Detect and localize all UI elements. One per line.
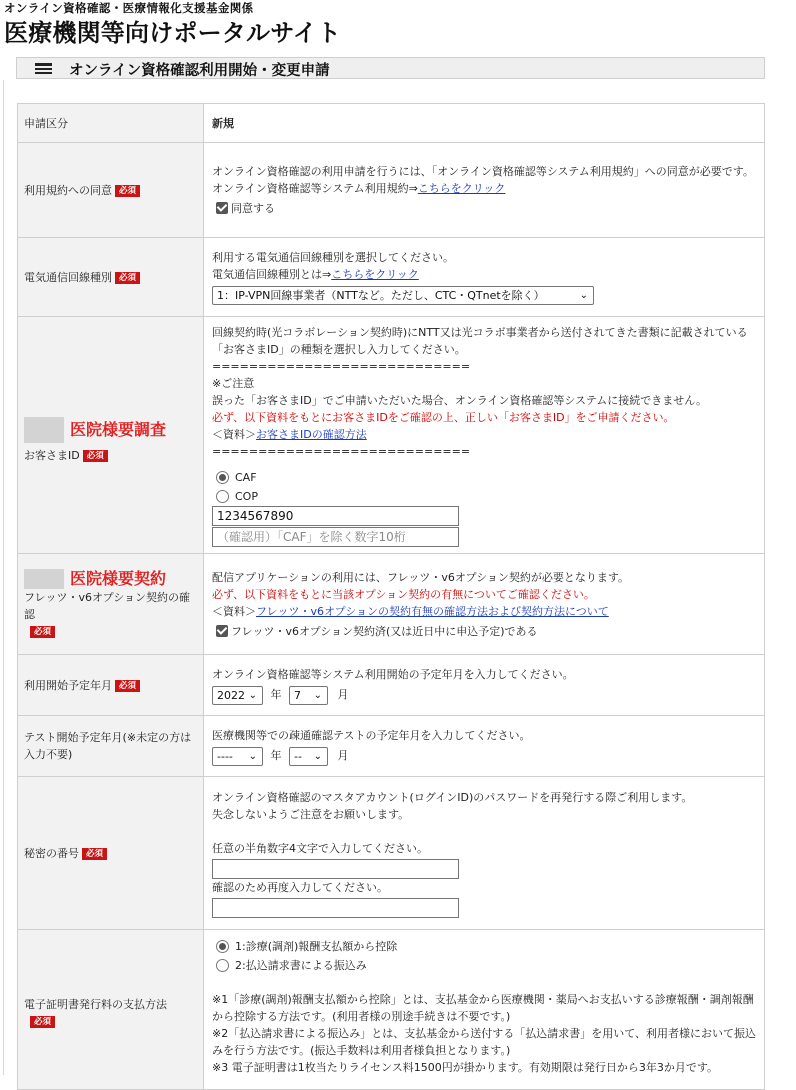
- payment-radio-deduct-label[interactable]: 1:診療(調剤)報酬支払額から控除: [235, 940, 398, 953]
- required-badge: 必須: [82, 848, 107, 860]
- note-text: 誤った「お客さまID」でご申請いただいた場合、オンライン資格確認等システムに接続できません。: [212, 393, 707, 407]
- note-title: ※ご注意: [212, 376, 255, 390]
- cop-radio[interactable]: [216, 490, 229, 503]
- row-application-type: [18, 104, 765, 143]
- row-line-type: [18, 238, 765, 317]
- customer-id-cell: [204, 317, 765, 554]
- payment-radio-transfer[interactable]: [216, 959, 229, 972]
- test-date-cell: [204, 716, 765, 777]
- payment-note-2: ※2「払込請求書による振込み」とは、支払基金から送付する「払込請求書」を用いて、利用者様において振込みを行う方法です。(振込手数料は利用者様負担となります。): [212, 1027, 756, 1057]
- row-start-date: [18, 655, 765, 716]
- secret-text-1: オンライン資格確認のマスタアカウント(ログインID)のパスワードを再発行する際ご利用します。: [212, 790, 693, 804]
- test-year-value: ----: [217, 749, 233, 763]
- ref-prefix: ＜資料＞: [212, 427, 256, 441]
- customer-id-label-cell: [18, 317, 204, 554]
- line-type-text: 利用する電気通信回線種別を選択してください。: [212, 251, 454, 264]
- list-icon: [35, 63, 52, 75]
- flets-text: 配信アプリケーションの利用には、フレッツ・v6オプション契約が必要となります。: [212, 570, 629, 584]
- start-month-value: 7: [294, 688, 301, 702]
- flets-ref-link[interactable]: フレッツ・v6オプションの契約有無の確認方法および契約方法について: [256, 604, 609, 618]
- flets-label-cell: [18, 554, 204, 655]
- line-type-select[interactable]: [212, 286, 594, 305]
- required-badge: 必須: [30, 626, 55, 638]
- flets-red-text: 必ず、以下資料をもとに当該オプション契約の有無についてご確認ください。: [212, 587, 595, 601]
- test-month-select[interactable]: [289, 747, 328, 766]
- row-payment: [18, 930, 765, 1090]
- line-type-label-cell: [18, 238, 204, 317]
- application-form: [17, 103, 765, 1090]
- customer-id-confirm-input[interactable]: （確認用）「CAF」を除く数字10桁: [212, 527, 459, 547]
- payment-label: 電子証明書発行料の支払方法: [24, 998, 167, 1011]
- line-type-link-prefix: 電気通信回線種別とは⇒: [212, 268, 332, 281]
- customer-id-ref-link[interactable]: お客さまIDの確認方法: [256, 427, 367, 441]
- secret-input[interactable]: [212, 859, 459, 879]
- chevron-down-icon: ⌄: [248, 750, 257, 762]
- row-terms: [18, 143, 765, 238]
- required-badge: 必須: [115, 185, 140, 197]
- agree-checkbox[interactable]: [216, 202, 228, 214]
- flets-cell: [204, 554, 765, 655]
- flets-checkbox[interactable]: [216, 625, 228, 637]
- divider-bottom: ============================: [212, 444, 471, 458]
- start-year-value: 2022: [217, 688, 245, 702]
- caf-radio[interactable]: [216, 471, 229, 484]
- chevron-down-icon: ⌄: [313, 689, 322, 701]
- month-unit: 月: [337, 749, 349, 762]
- spacer: [212, 823, 756, 840]
- terms-text: オンライン資格確認の利用申請を行うには、「オンライン資格確認等システム利用規約」への同意が必要です。: [212, 165, 754, 178]
- application-type-value: 新規: [204, 104, 765, 143]
- page-title: オンライン資格確認利用開始・変更申請: [69, 63, 330, 79]
- customer-id-text: 回線契約時(光コラボレーション契約時)にNTT又は光コラボ事業者から送付されてきた書類に記載されている「お客さまID」の種類を選択し入力してください。: [212, 325, 748, 356]
- required-badge: 必須: [115, 680, 140, 692]
- start-date-label-cell: [18, 655, 204, 716]
- redaction-box: [24, 417, 64, 443]
- secret-text-4: 確認のため再度入力してください。: [212, 880, 388, 894]
- customer-id-input[interactable]: 1234567890: [212, 506, 459, 526]
- chevron-down-icon: ⌄: [579, 290, 588, 301]
- terms-label-cell: [18, 143, 204, 238]
- flets-checkbox-label[interactable]: フレッツ・v6オプション契約済(又は近日中に申込予定)である: [231, 624, 538, 638]
- line-type-label: 電気通信回線種別: [24, 270, 112, 284]
- row-customer-id: [18, 317, 765, 554]
- row-test-date: [18, 716, 765, 777]
- terms-cell: [204, 143, 765, 238]
- start-date-label: 利用開始予定年月: [24, 678, 112, 692]
- page-title-bar: [16, 57, 765, 79]
- ref-prefix: ＜資料＞: [212, 604, 256, 618]
- required-badge: 必須: [115, 272, 140, 284]
- row-secret-number: [18, 777, 765, 930]
- survey-tag: 医院様要調査: [70, 420, 167, 439]
- test-date-text: 医療機関等での疎通確認テストの予定年月を入力してください。: [212, 728, 531, 742]
- secret-label: 秘密の番号: [24, 846, 79, 860]
- chevron-down-icon: ⌄: [313, 750, 322, 762]
- required-badge: 必須: [30, 1016, 55, 1028]
- chevron-down-icon: ⌄: [248, 689, 257, 701]
- test-month-value: --: [294, 749, 302, 763]
- payment-cell: [204, 930, 765, 1090]
- secret-confirm-input[interactable]: [212, 898, 459, 918]
- line-type-select-value: 1：IP-VPN回線事業者（NTTなど。ただし、CTC・QTnetを除く）: [217, 289, 545, 302]
- start-year-select[interactable]: [212, 686, 263, 705]
- secret-text-2: 失念しないようご注意をお願いします。: [212, 807, 410, 821]
- secret-cell: [204, 777, 765, 930]
- redaction-box: [24, 569, 64, 589]
- month-unit: 月: [337, 688, 349, 701]
- application-type-label: 申請区分: [18, 104, 204, 143]
- note-red: 必ず、以下資料をもとにお客さまIDをご確認の上、正しい「お客さまID」をご申請ください。: [212, 410, 675, 424]
- left-divider: [3, 80, 4, 1075]
- row-flets: [18, 554, 765, 655]
- line-type-cell: [204, 238, 765, 317]
- payment-radio-deduct[interactable]: [216, 940, 229, 953]
- payment-radio-transfer-label[interactable]: 2:払込請求書による振込み: [235, 959, 367, 972]
- survey-tag: 医院様要契約: [70, 569, 167, 588]
- agree-label[interactable]: 同意する: [231, 202, 275, 215]
- year-unit: 年: [270, 749, 282, 762]
- payment-note-3: ※3 電子証明書は1枚当たりライセンス料1500円が掛かります。有効期限は発行日から3年3か月です。: [212, 1061, 718, 1074]
- terms-link[interactable]: こちらをクリック: [417, 182, 506, 195]
- line-type-link[interactable]: こちらをクリック: [331, 268, 419, 281]
- divider-top: ============================: [212, 359, 471, 373]
- flets-label: フレッツ・v6オプション契約の確認: [24, 590, 190, 621]
- site-subtitle: オンライン資格確認・医療情報化支援基金関係: [4, 1, 254, 15]
- cop-label[interactable]: COP: [235, 489, 258, 503]
- secret-text-3: 任意の半角数字4文字で入力してください。: [212, 841, 428, 855]
- site-title[interactable]: 医療機関等向けポータルサイト: [4, 19, 342, 47]
- start-date-text: オンライン資格確認等システム利用開始の予定年月を入力してください。: [212, 667, 574, 681]
- start-date-cell: [204, 655, 765, 716]
- payment-note-1: ※1「診療(調剤)報酬支払額から控除」とは、支払基金から医療機関・薬局へお支払いする診療報酬・調剤報酬から控除する方法です。(利用者様の別途手続きは不要です。): [212, 993, 754, 1023]
- test-year-select[interactable]: [212, 747, 263, 766]
- test-date-label: テスト開始予定年月(※未定の方は入力不要): [18, 716, 204, 777]
- secret-label-cell: [18, 777, 204, 930]
- spacer: [212, 974, 756, 991]
- caf-label[interactable]: CAF: [235, 470, 257, 484]
- required-badge: 必須: [83, 450, 108, 462]
- terms-label: 利用規約への同意: [24, 183, 112, 197]
- payment-label-cell: [18, 930, 204, 1090]
- year-unit: 年: [270, 688, 282, 701]
- start-month-select[interactable]: [289, 686, 328, 705]
- terms-link-prefix: オンライン資格確認等システム利用規約⇒: [212, 182, 418, 195]
- customer-id-label: お客さまID: [24, 448, 80, 462]
